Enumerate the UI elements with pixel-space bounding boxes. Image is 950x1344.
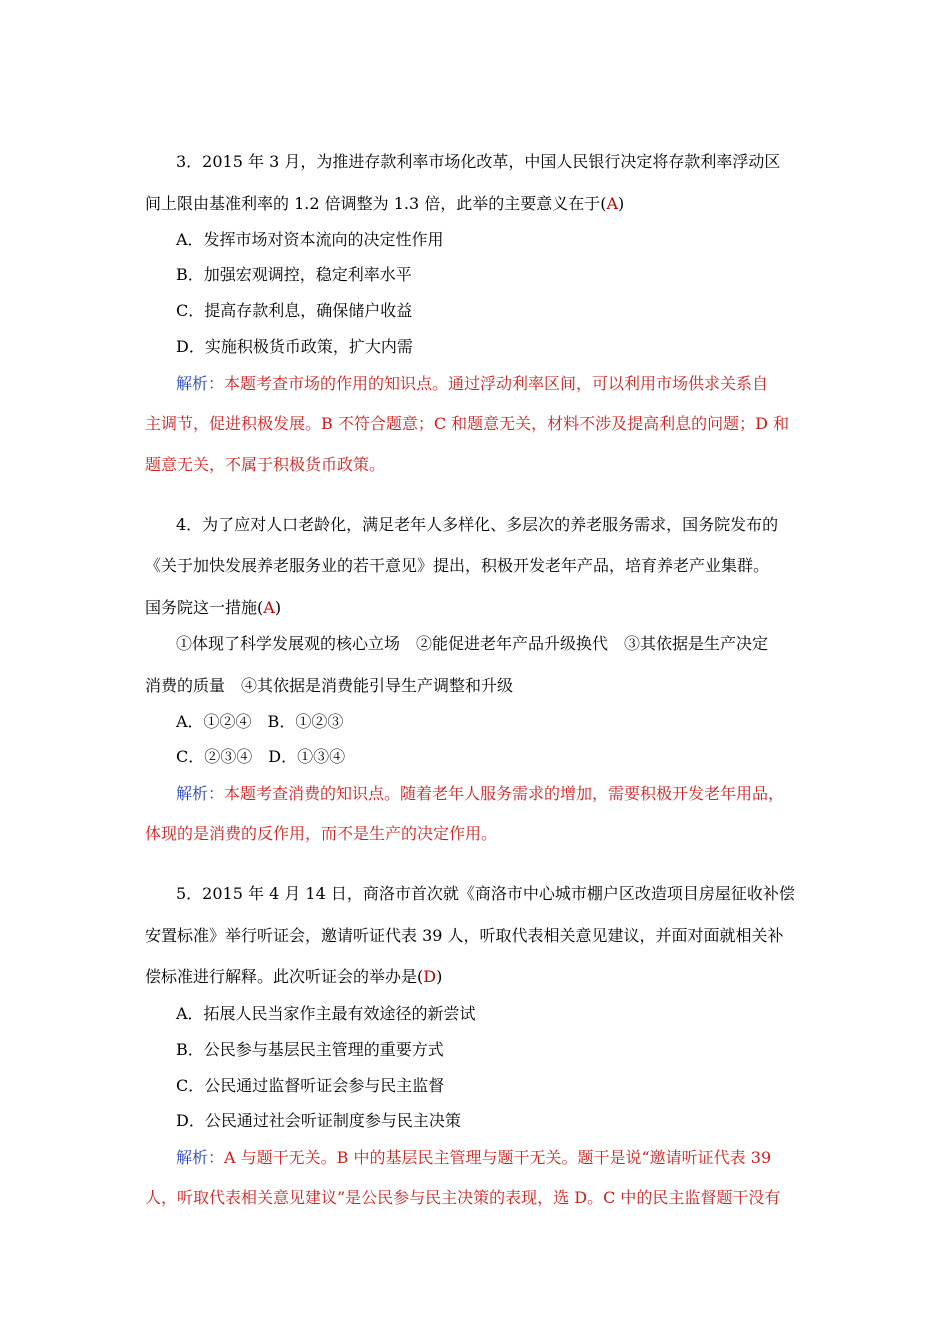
question-stem-line: 国务院这一措施(A) <box>145 598 282 617</box>
question-stem-line: 4．为了应对人口老龄化，满足老年人多样化、多层次的养老服务需求，国务院发布的 <box>176 515 779 534</box>
analysis-label: 解析： <box>176 1148 225 1167</box>
option-b: B．加强宏观调控，稳定利率水平 <box>176 265 412 284</box>
question-stem-line: 3．2015 年 3 月，为推进存款利率市场化改革，中国人民银行决定将存款利率浮动区 <box>176 152 781 171</box>
analysis-label: 解析： <box>176 374 225 393</box>
analysis-line: 解析：A 与题干无关。B 中的基层民主管理与题干无关。题干是说“邀请听证代表 39 <box>176 1148 772 1167</box>
question-stem-line: 间上限由基准利率的 1.2 倍调整为 1.3 倍，此举的主要意义在于(A) <box>145 194 625 213</box>
option-c: C．公民通过监督听证会参与民主监督 <box>176 1076 445 1095</box>
analysis-label: 解析： <box>176 784 225 803</box>
option-a: A．发挥市场对资本流向的决定性作用 <box>176 230 444 249</box>
option-b: B．公民参与基层民主管理的重要方式 <box>176 1040 444 1059</box>
question-stem-line: 偿标准进行解释。此次听证会的举办是(D) <box>145 967 443 986</box>
analysis-line: 主调节，促进积极发展。B 不符合题意；C 和题意无关，材料不涉及提高利息的问题；D 和 <box>145 414 790 433</box>
analysis-line: 体现的是消费的反作用，而不是生产的决定作用。 <box>145 824 498 843</box>
analysis-line: 题意无关，不属于积极货币政策。 <box>145 455 386 474</box>
option-row: C．②③④ D．①③④ <box>176 747 346 766</box>
option-c: C．提高存款利息，确保储户收益 <box>176 301 413 320</box>
question-stem-line: 《关于加快发展养老服务业的若干意见》提出，积极开发老年产品，培育养老产业集群。 <box>145 556 770 575</box>
statement-items: 消费的质量 ④其依据是消费能引导生产调整和升级 <box>145 676 514 695</box>
option-d: D．实施积极货币政策，扩大内需 <box>176 337 413 356</box>
option-row: A．①②④ B．①②③ <box>176 712 344 731</box>
question-stem-line: 5．2015 年 4 月 14 日，商洛市首次就《商洛市中心城市棚户区改造项目房屋征收补偿 <box>176 884 795 903</box>
statement-items: ①体现了科学发展观的核心立场 ②能促进老年产品升级换代 ③其依据是生产决定 <box>176 634 769 653</box>
option-d: D．公民通过社会听证制度参与民主决策 <box>176 1111 461 1130</box>
answer-key: D <box>423 967 437 986</box>
analysis-line: 解析：本题考查消费的知识点。随着老年人服务需求的增加，需要积极开发老年用品， <box>176 784 785 803</box>
option-a: A．拓展人民当家作主最有效途径的新尝试 <box>176 1004 476 1023</box>
question-stem-line: 安置标准》举行听证会，邀请听证代表 39 人，听取代表相关意见建议，并面对面就相关补 <box>145 926 784 945</box>
answer-key: A <box>606 194 619 213</box>
analysis-line: 解析：本题考查市场的作用的知识点。通过浮动利率区间，可以利用市场供求关系自 <box>176 374 769 393</box>
analysis-line: 人，听取代表相关意见建议”是公民参与民主决策的表现，选 D。C 中的民主监督题干没有 <box>145 1188 781 1207</box>
answer-key: A <box>263 598 275 617</box>
